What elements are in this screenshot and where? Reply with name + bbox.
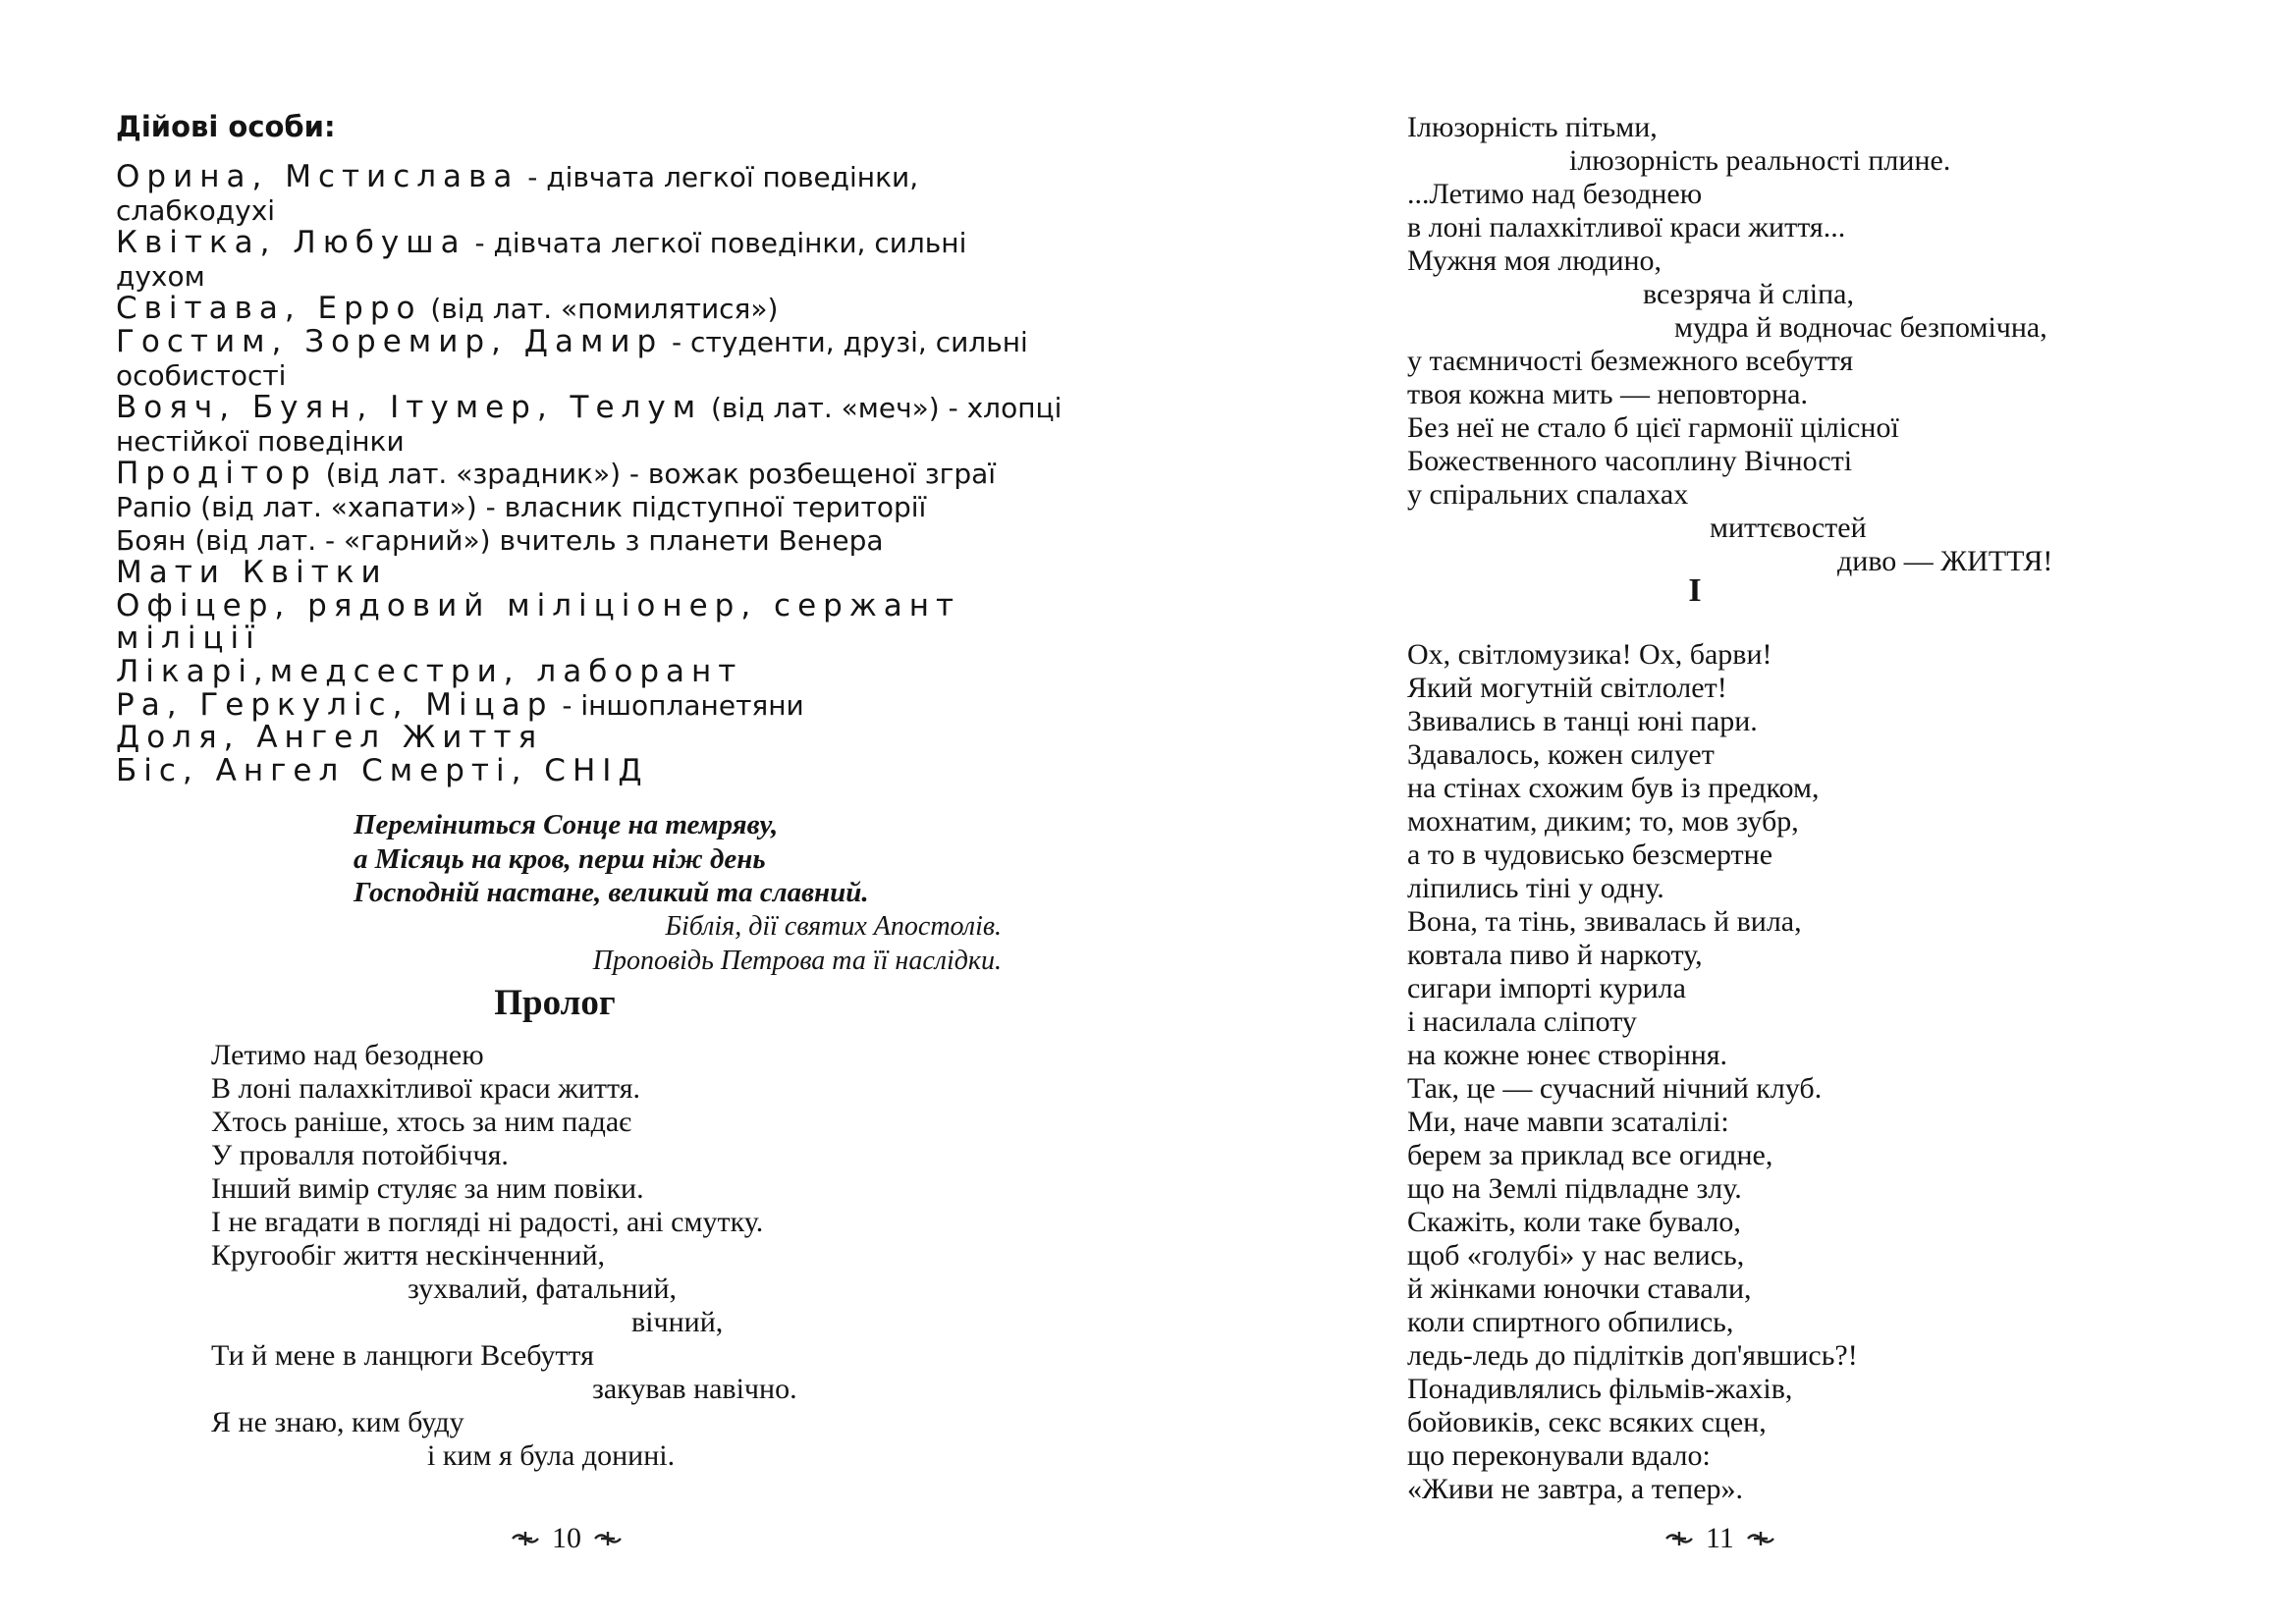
cast-description: - дівчата легкої поведінки, сильні <box>465 227 967 260</box>
verse-line: на стінах схожим був із предком, <box>1407 772 1820 804</box>
page-number: 11 <box>1706 1522 1734 1554</box>
verse-line: що переконували вдало: <box>1407 1439 1711 1472</box>
cast-line <box>116 227 1019 260</box>
verse-line: Понадивлялись фільмів-жахів, <box>1407 1373 1793 1405</box>
verse-line: Мужня моя людино, <box>1407 244 1662 277</box>
cast-line <box>116 359 1019 393</box>
verse-line: твоя кожна мить — неповторна. <box>1407 378 1808 410</box>
verse-line: у спіральних спалахах <box>1407 478 1689 511</box>
cast-line <box>116 194 1019 228</box>
verse-line: бойовиків, секс всяких сцен, <box>1407 1406 1767 1438</box>
cast-description: Рапіо (від лат. «хапати») - власник підступної території <box>116 490 927 523</box>
cast-description: - іншопланетяни <box>553 688 804 722</box>
verse-line: «Живи не завтра, а тепер». <box>1407 1473 1744 1505</box>
verse-line: Я не знаю, ким буду <box>211 1406 464 1438</box>
cast-line <box>116 323 1028 359</box>
epigraph-line: а Місяць на кров, перш ніж день <box>354 842 766 875</box>
verse-line: Летимо над безоднею <box>211 1039 484 1071</box>
chapter-heading: І <box>1688 572 1702 609</box>
cast-description: Боян (від лат. - «гарний») вчитель з планети Венера <box>116 523 884 557</box>
verse-line: на кожне юнеє створіння. <box>1407 1039 1728 1071</box>
verse-line: Скажіть, коли таке бувало, <box>1407 1206 1741 1238</box>
verse-line: коли спиртного обпились, <box>1407 1306 1734 1338</box>
verse-line: берем за приклад все огидне, <box>1407 1139 1773 1171</box>
verse-line: ...Летимо над безоднею <box>1407 178 1703 210</box>
left-page <box>0 0 1144 1624</box>
prologue-verse <box>211 1039 1046 1473</box>
right-page <box>1144 0 2289 1624</box>
cast-line <box>116 623 1019 656</box>
cast-description: слабкодухі <box>116 193 276 227</box>
cast-names: Світава, Ерро <box>116 291 422 327</box>
cast-names: Біс, Ангел Смерті, СНІД <box>116 752 649 788</box>
verse-line: Кругообіг життя нескінченний, <box>211 1239 606 1272</box>
epigraph <box>354 808 1002 979</box>
verse-line: В лоні палахкітливої краси життя. <box>211 1072 641 1105</box>
verse-block-1 <box>1407 111 2271 578</box>
verse-line: а то в чудовисько безсмертне <box>1407 839 1773 871</box>
verse-line: Ми, наче мавпи зсаталілі: <box>1407 1106 1729 1138</box>
verse-line: Здавалось, кожен силует <box>1407 738 1715 771</box>
verse-line: всезряча й сліпа, <box>1643 278 1854 310</box>
prologue-heading: Пролог <box>494 983 616 1023</box>
verse-line: диво — ЖИТТЯ! <box>1837 545 2053 577</box>
cast-line <box>116 293 1019 326</box>
verse-line: Ох, світломузика! Ох, барви! <box>1407 638 1772 671</box>
verse-line: І не вгадати в погляді ні радості, ані смутку. <box>211 1206 764 1238</box>
verse-line: що на Землі підвладне злу. <box>1407 1172 1742 1205</box>
cast-line <box>116 390 1063 426</box>
verse-line: Ти й мене в ланцюги Всебуття <box>211 1339 594 1372</box>
cast-names: Гостим, Зоремир, Дамир <box>116 323 664 359</box>
verse-block-2 <box>1407 638 2271 1506</box>
cast-line <box>116 161 1019 194</box>
cast-line <box>116 260 1019 294</box>
cast-description: особистості <box>116 358 287 392</box>
verse-line: сигари імпорті курила <box>1407 972 1686 1004</box>
page-number: 10 <box>552 1522 581 1554</box>
verse-line: Без неї не стало б цієї гармонії цілісної <box>1407 411 1899 444</box>
cast-line <box>116 425 1019 459</box>
cast-line <box>116 524 1019 558</box>
cast-names: Квітка, Любуша <box>116 225 466 261</box>
verse-line: миттєвостей <box>1710 512 1867 544</box>
cast-line <box>116 653 1019 689</box>
page-number-right <box>1664 1522 1775 1555</box>
cast-description: нестійкої поведінки <box>116 424 405 458</box>
cast-names: Мати Квітки <box>116 555 388 591</box>
verse-line: мохнатим, диким; то, мов зубр, <box>1407 805 1799 838</box>
epigraph-line: Переміниться Сонце на темряву, <box>354 809 779 840</box>
cast-description: духом <box>116 259 205 293</box>
ornament-icon <box>1664 1528 1694 1549</box>
verse-line: Хтось раніше, хтось за ним падає <box>211 1106 632 1138</box>
cast-description: - дівчата легкої поведінки, <box>518 161 919 193</box>
verse-line: вічний, <box>631 1306 724 1338</box>
verse-line: ковтала пиво й наркоту, <box>1407 939 1703 971</box>
cast-description: (від лат. «меч») - хлопці <box>702 392 1063 425</box>
cast-title: Дійові особи: <box>116 110 336 143</box>
page-number-left <box>511 1522 623 1555</box>
verse-line: у таємничості безмежного всебуття <box>1407 345 1854 377</box>
epigraph-line: Господній настане, великий та славний. <box>354 877 869 909</box>
cast-line <box>116 587 1019 623</box>
verse-line: Інший вимір стуляє за ним повіки. <box>211 1172 644 1205</box>
verse-line: мудра й водночас безпомічна, <box>1674 311 2047 344</box>
cast-names: Ра, Геркуліс, Міцар <box>116 686 554 723</box>
epigraph-source: Біблія, дії святих Апостолів. <box>665 911 1002 943</box>
verse-line: Вона, та тінь, звивалась й вила, <box>1407 905 1802 938</box>
cast-line <box>116 557 1019 590</box>
cast-line <box>116 458 1019 491</box>
cast-names: Доля, Ангел Життя <box>116 720 544 756</box>
verse-line: закував навічно. <box>592 1373 797 1405</box>
verse-line: ліпились тіні у одну. <box>1407 872 1664 904</box>
cast-description: (від лат. «помилятися») <box>421 293 779 326</box>
cast-list <box>116 159 1063 788</box>
ornament-icon <box>1746 1528 1775 1549</box>
cast-description: (від лат. «зрадник») - вожак розбещеної зграї <box>316 458 997 491</box>
epigraph-source: Проповідь Петрова та її наслідки. <box>592 945 1002 976</box>
verse-line: ледь-ледь до підлітків доп'явшись?! <box>1407 1339 1858 1372</box>
cast-line <box>116 491 1019 524</box>
verse-line: ілюзорність реальності плине. <box>1569 144 1951 177</box>
ornament-icon <box>511 1528 540 1549</box>
verse-line: і ким я була донині. <box>427 1439 676 1472</box>
cast-names: Офіцер, рядовий міліціонер, сержант <box>116 587 961 623</box>
cast-names: Лікарі,медсестри, лаборант <box>116 653 743 689</box>
cast-names: Вояч, Буян, Ітумер, Телум <box>116 390 703 426</box>
cast-names: Орина, Мстислава <box>116 159 519 194</box>
verse-line: Ілюзорність пітьми, <box>1407 111 1658 143</box>
verse-line: Так, це — сучасний нічний клуб. <box>1407 1072 1823 1105</box>
verse-line: зухвалий, фатальний, <box>408 1272 677 1305</box>
verse-line: і насилала сліпоту <box>1407 1005 1637 1038</box>
verse-line: У провалля потойбіччя. <box>211 1139 509 1171</box>
ornament-icon <box>593 1528 623 1549</box>
verse-line: в лоні палахкітливої краси життя... <box>1407 211 1846 244</box>
cast-names: міліції <box>116 621 261 657</box>
cast-line <box>116 722 1019 755</box>
cast-line <box>116 686 1019 723</box>
verse-line: щоб «голубі» у нас велись, <box>1407 1239 1745 1272</box>
verse-line: Звивались в танці юні пари. <box>1407 705 1758 737</box>
cast-names: Продітор <box>116 456 317 492</box>
verse-line: й жінками юночки ставали, <box>1407 1272 1752 1305</box>
cast-line <box>116 752 1019 788</box>
cast-description: - студенти, друзі, сильні <box>663 325 1028 358</box>
verse-line: Божественного часоплину Вічності <box>1407 445 1853 477</box>
verse-line: Який могутній світлолет! <box>1407 672 1727 704</box>
